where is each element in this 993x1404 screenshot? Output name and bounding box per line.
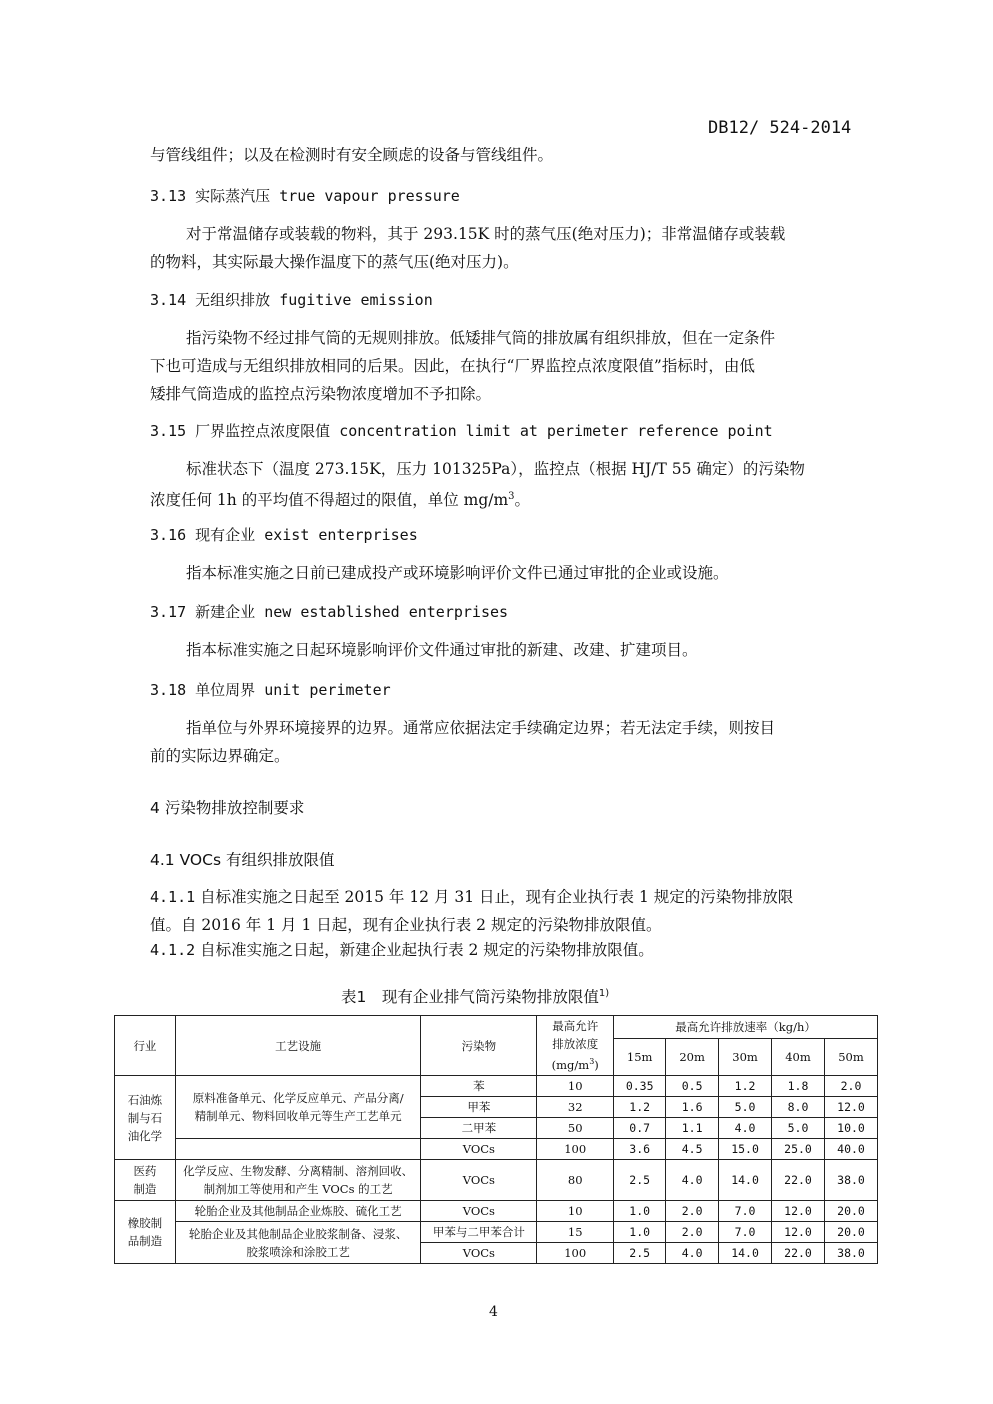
concentration-cell: 10 bbox=[537, 1076, 614, 1097]
pollutant-cell: 苯 bbox=[421, 1076, 537, 1097]
heading-3-15: 3.15 厂界监控点浓度限值 concentration limit at perimeter reference point bbox=[150, 422, 773, 440]
header-process: 工艺设施 bbox=[175, 1016, 421, 1076]
document-id: DB12/ 524-2014 bbox=[708, 118, 852, 138]
table-row bbox=[115, 1222, 878, 1243]
rate-cell: 2.0 bbox=[666, 1222, 719, 1243]
rate-cell: 12.0 bbox=[824, 1097, 877, 1118]
rate-cell: 1.2 bbox=[719, 1076, 772, 1097]
rate-cell: 2.0 bbox=[824, 1076, 877, 1097]
process-cell: 轮胎企业及其他制品企业炼胶、硫化工艺 bbox=[175, 1201, 421, 1222]
header-height: 15m bbox=[614, 1039, 666, 1076]
rate-cell: 12.0 bbox=[772, 1222, 825, 1243]
rate-cell: 0.7 bbox=[614, 1118, 666, 1139]
heading-4-1: 4.1 VOCs 有组织排放限值 bbox=[150, 851, 335, 869]
para-3-14-line2: 下也可造成与无组织排放相同的后果。因此，在执行“厂界监控点浓度限值”指标时，由低 bbox=[150, 357, 755, 375]
rate-cell: 5.0 bbox=[772, 1118, 825, 1139]
para-3-13-line2: 的物料，其实际最大操作温度下的蒸气压(绝对压力)。 bbox=[150, 253, 519, 271]
para-3-14-line3: 矮排气筒造成的监控点污染物浓度增加不予扣除。 bbox=[150, 385, 492, 403]
rate-cell: 1.0 bbox=[614, 1201, 666, 1222]
header-height: 50m bbox=[824, 1039, 877, 1076]
para-4-1-1-line1: 4.1.1 自标准实施之日起至 2015 年 12 月 31 日止，现有企业执行表 1 规定的污染物排放限 bbox=[150, 888, 794, 906]
rate-cell: 14.0 bbox=[719, 1243, 772, 1264]
concentration-cell: 100 bbox=[537, 1139, 614, 1160]
rate-cell: 4.0 bbox=[666, 1160, 719, 1201]
process-cell: 轮胎企业及其他制品企业胶浆制备、浸浆、 胶浆喷涂和涂胶工艺 bbox=[175, 1222, 421, 1264]
para-3-18-line2: 前的实际边界确定。 bbox=[150, 747, 290, 765]
emission-limits-table bbox=[114, 1015, 878, 1264]
para-4-1-1-line2: 值。自 2016 年 1 月 1 日起，现有企业执行表 2 规定的污染物排放限值。 bbox=[150, 916, 662, 934]
table-row bbox=[115, 1160, 878, 1201]
heading-4: 4 污染物排放控制要求 bbox=[150, 799, 305, 817]
heading-3-18: 3.18 单位周界 unit perimeter bbox=[150, 681, 391, 699]
table-row bbox=[115, 1139, 878, 1160]
rate-cell: 1.2 bbox=[614, 1097, 666, 1118]
table-header-row bbox=[115, 1016, 878, 1039]
para-3-18-line1: 指单位与外界环境接界的边界。通常应依据法定手续确定边界；若无法定手续，则按目 bbox=[186, 719, 776, 737]
rate-cell: 7.0 bbox=[719, 1201, 772, 1222]
pollutant-cell: VOCs bbox=[421, 1201, 537, 1222]
heading-3-14: 3.14 无组织排放 fugitive emission bbox=[150, 291, 433, 309]
rate-cell: 15.0 bbox=[719, 1139, 772, 1160]
concentration-cell: 15 bbox=[537, 1222, 614, 1243]
para-3-17: 指本标准实施之日起环境影响评价文件通过审批的新建、改建、扩建项目。 bbox=[186, 641, 698, 659]
rate-cell: 38.0 bbox=[824, 1160, 877, 1201]
rate-cell: 22.0 bbox=[772, 1160, 825, 1201]
page-number: 4 bbox=[489, 1304, 498, 1320]
rate-cell: 2.0 bbox=[666, 1201, 719, 1222]
industry-cell: 橡胶制 品制造 bbox=[115, 1201, 176, 1264]
pollutant-cell: 二甲苯 bbox=[421, 1118, 537, 1139]
pollutant-cell: VOCs bbox=[421, 1243, 537, 1264]
concentration-cell: 100 bbox=[537, 1243, 614, 1264]
process-cell: 化学反应、生物发酵、分离精制、溶剂回收、 制剂加工等使用和产生 VOCs 的工艺 bbox=[175, 1160, 421, 1201]
para-3-14-line1: 指污染物不经过排气筒的无规则排放。低矮排气筒的排放属有组织排放，但在一定条件 bbox=[186, 329, 776, 347]
concentration-cell: 32 bbox=[537, 1097, 614, 1118]
para-3-13-line1: 对于常温储存或装载的物料，其于 293.15K 时的蒸气压(绝对压力)；非常温储存或装载 bbox=[186, 225, 786, 243]
industry-cell: 医药 制造 bbox=[115, 1160, 176, 1201]
rate-cell: 7.0 bbox=[719, 1222, 772, 1243]
para-3-15-line2: 浓度任何 1h 的平均值不得超过的限值，单位 $mg/m^3$。 bbox=[150, 491, 531, 510]
concentration-cell: 50 bbox=[537, 1118, 614, 1139]
header-rate: 最高允许排放速率（kg/h） bbox=[614, 1016, 878, 1039]
rate-cell: 0.35 bbox=[614, 1076, 666, 1097]
process-cell bbox=[175, 1139, 421, 1160]
rate-cell: 8.0 bbox=[772, 1097, 825, 1118]
pollutant-cell: VOCs bbox=[421, 1160, 537, 1201]
rate-cell: 2.5 bbox=[614, 1160, 666, 1201]
rate-cell: 20.0 bbox=[824, 1201, 877, 1222]
rate-cell: 22.0 bbox=[772, 1243, 825, 1264]
rate-cell: 1.6 bbox=[666, 1097, 719, 1118]
heading-3-13: 3.13 实际蒸汽压 true vapour pressure bbox=[150, 187, 460, 205]
rate-cell: 10.0 bbox=[824, 1118, 877, 1139]
para-4-1-2: 4.1.2 自标准实施之日起，新建企业起执行表 2 规定的污染物排放限值。 bbox=[150, 941, 654, 959]
concentration-cell: 80 bbox=[537, 1160, 614, 1201]
pollutant-cell: 甲苯与二甲苯合计 bbox=[421, 1222, 537, 1243]
pollutant-cell: VOCs bbox=[421, 1139, 537, 1160]
rate-cell: 1.0 bbox=[614, 1222, 666, 1243]
header-pollutant: 污染物 bbox=[421, 1016, 537, 1076]
table-row bbox=[115, 1201, 878, 1222]
header-height: 30m bbox=[719, 1039, 772, 1076]
header-height: 20m bbox=[666, 1039, 719, 1076]
rate-cell: 0.5 bbox=[666, 1076, 719, 1097]
process-cell: 原料准备单元、化学反应单元、产品分离/ 精制单元、物料回收单元等生产工艺单元 bbox=[175, 1076, 421, 1139]
industry-cell: 石油炼 制与石 油化学 bbox=[115, 1076, 176, 1160]
rate-cell: 1.8 bbox=[772, 1076, 825, 1097]
rate-cell: 4.5 bbox=[666, 1139, 719, 1160]
heading-3-16: 3.16 现有企业 exist enterprises bbox=[150, 526, 418, 544]
header-industry: 行业 bbox=[115, 1016, 176, 1076]
para-3-16: 指本标准实施之日前已建成投产或环境影响评价文件已通过审批的企业或设施。 bbox=[186, 564, 729, 582]
rate-cell: 4.0 bbox=[666, 1243, 719, 1264]
rate-cell: 20.0 bbox=[824, 1222, 877, 1243]
rate-cell: 40.0 bbox=[824, 1139, 877, 1160]
heading-3-17: 3.17 新建企业 new established enterprises bbox=[150, 603, 509, 621]
rate-cell: 2.5 bbox=[614, 1243, 666, 1264]
concentration-cell: 10 bbox=[537, 1201, 614, 1222]
rate-cell: 4.0 bbox=[719, 1118, 772, 1139]
continuation-line: 与管线组件；以及在检测时有安全顾虑的设备与管线组件。 bbox=[150, 146, 554, 164]
rate-cell: 3.6 bbox=[614, 1139, 666, 1160]
header-height: 40m bbox=[772, 1039, 825, 1076]
rate-cell: 38.0 bbox=[824, 1243, 877, 1264]
para-3-15-line1: 标准状态下（温度 273.15K，压力 101325Pa），监控点（根据 HJ/T 55 确定）的污染物 bbox=[186, 460, 805, 478]
rate-cell: 14.0 bbox=[719, 1160, 772, 1201]
rate-cell: 1.1 bbox=[666, 1118, 719, 1139]
rate-cell: 12.0 bbox=[772, 1201, 825, 1222]
table-caption: 表1 现有企业排气筒污染物排放限值$^{1)}$ bbox=[341, 987, 610, 1006]
table-row bbox=[115, 1076, 878, 1097]
rate-cell: 5.0 bbox=[719, 1097, 772, 1118]
pollutant-cell: 甲苯 bbox=[421, 1097, 537, 1118]
rate-cell: 25.0 bbox=[772, 1139, 825, 1160]
header-concentration: 最高允许 排放浓度 $(mg/m^3)$ bbox=[537, 1016, 614, 1076]
